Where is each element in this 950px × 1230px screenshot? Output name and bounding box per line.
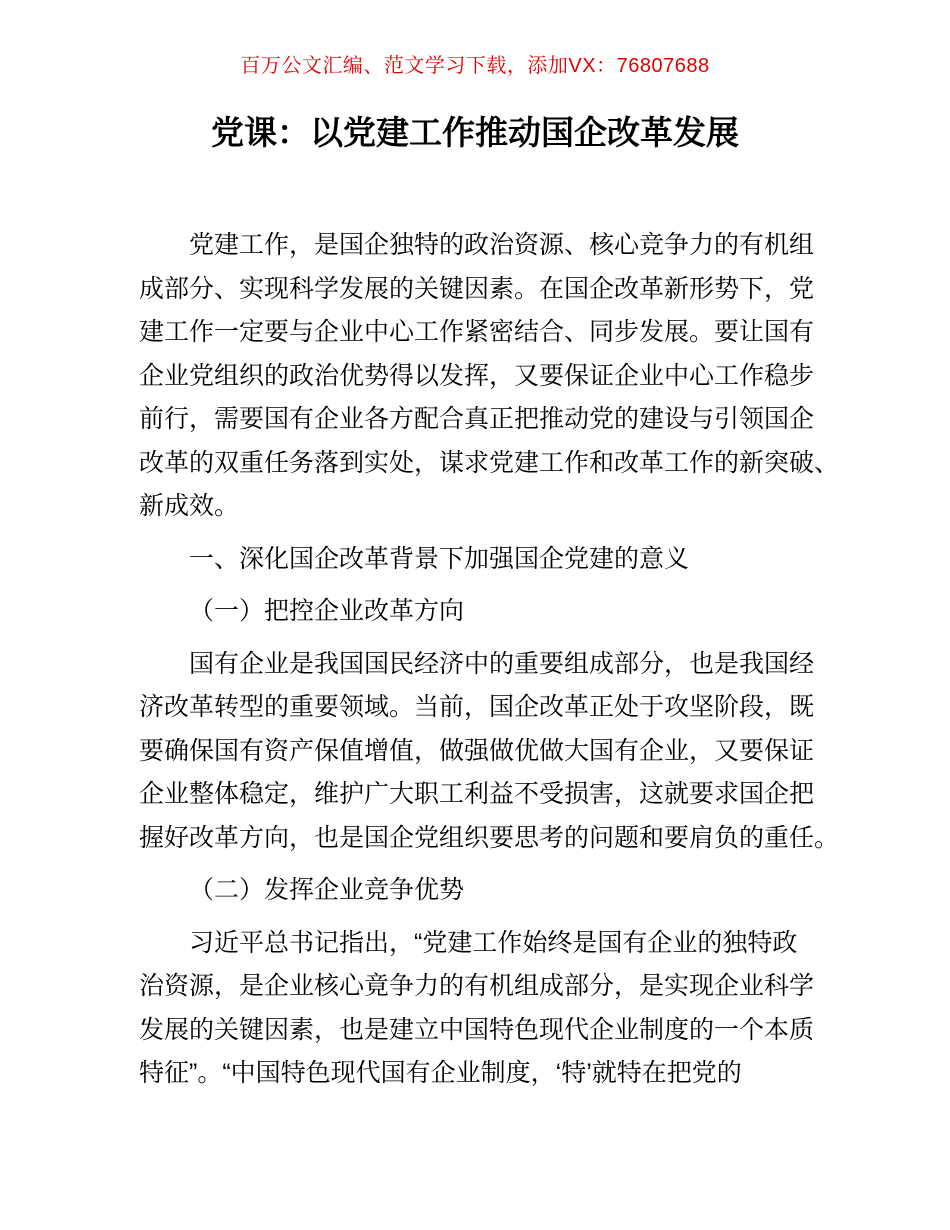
watermark-text: 百万公文汇编、范文学习下载，添加VX：76807688 [240, 55, 710, 77]
text-line: 企业党组织的政治优势得以发挥，又要保证企业中心工作稳步 [139, 361, 815, 390]
text-line: 习近平总书记指出，“党建工作始终是国有企业的独特政 [189, 928, 798, 957]
text-line: 济改革转型的重要领域。当前，国企改革正处于攻坚阶段，既 [139, 693, 815, 721]
heading-sub-1-2 [139, 869, 849, 913]
text-line: 一、深化国企改革背景下加强国企党建的意义 [189, 544, 690, 573]
heading-sub-1-1 [139, 590, 849, 634]
document-body [139, 224, 849, 1096]
text-line: 特征”。“中国特色现代国有企业制度，‘特’就特在把党的 [139, 1059, 742, 1087]
text-line: 握好改革方向，也是国企党组织要思考的问题和要肩负的重任。 [139, 823, 840, 852]
document-title: 党课：以党建工作推动国企改革发展 [211, 114, 739, 151]
text-line: （二）发挥企业竞争优势 [189, 876, 465, 904]
text-line: 治资源，是企业核心竟争力的有机组成部分，是实现企业科学 [139, 972, 815, 1000]
text-line: 改革的双重任务落到实处，谋求党建工作和改革工作的新突破、 [139, 448, 840, 477]
paragraph-reform-direction [139, 643, 849, 861]
text-line: 要确保国有资产保值增值，做强做优做大国有企业，又要保证 [139, 736, 815, 765]
text-line: 建工作一定要与企业中心工作紧密结合、同步发展。要让国有 [139, 318, 815, 346]
text-line: 前行，需要国有企业各方配合真正把推动党的建设与引领国企 [139, 405, 815, 433]
paragraph-intro [139, 224, 849, 529]
text-line: 新成效。 [139, 492, 240, 520]
heading-section-1 [139, 538, 849, 582]
text-line: 发展的关键因素，也是建立中国特色现代企业制度的一个本质 [139, 1015, 815, 1044]
paragraph-competitive-advantage [139, 922, 849, 1096]
text-line: （一）把控企业改革方向 [189, 597, 465, 625]
text-line: 成部分、实现科学发展的关键因素。在国企改革新形势下，党 [139, 274, 815, 303]
text-line: 国有企业是我国国民经济中的重要组成部分，也是我国经 [189, 649, 815, 678]
text-line: 企业整体稳定，维护广大职工利益不受损害，这就要求国企把 [139, 780, 815, 808]
text-line: 党建工作，是国企独特的政治资源、核心竞争力的有机组 [189, 231, 815, 259]
